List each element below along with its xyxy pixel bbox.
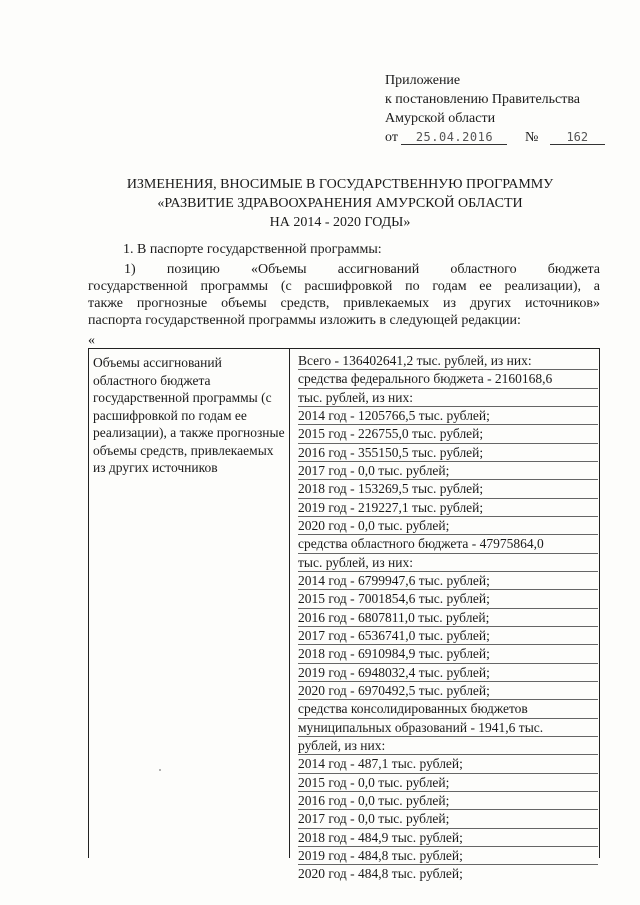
table-column-divider — [289, 349, 290, 858]
funding-line: муниципальных образований - 1941,6 тыс. — [298, 719, 598, 737]
resolution-number: 162 — [550, 130, 605, 145]
annex-block — [385, 71, 605, 147]
funding-line: 2018 год - 6910984,9 тыс. рублей; — [298, 645, 598, 663]
funding-line: 2017 год - 0,0 тыс. рублей; — [298, 810, 598, 828]
funding-line: 2018 год - 484,9 тыс. рублей; — [298, 829, 598, 847]
funding-line: 2019 год - 219227,1 тыс. рублей; — [298, 499, 598, 517]
annex-line-2: к постановлению Правительства — [385, 92, 581, 107]
document-title — [90, 175, 590, 232]
funding-line: тыс. рублей, из них: — [298, 554, 598, 572]
from-label: от — [385, 130, 398, 145]
funding-line: 2014 год - 487,1 тыс. рублей; — [298, 755, 598, 773]
item-1: 1. В паспорте государственной программы: — [123, 242, 382, 257]
funding-line: 2020 год - 484,8 тыс. рублей; — [298, 866, 463, 882]
item-1-1-line-4: паспорта государственной программы изложить в следующей редакции: — [88, 313, 521, 328]
funding-line: 2015 год - 7001854,6 тыс. рублей; — [298, 590, 598, 608]
title-line-1: ИЗМЕНЕНИЯ, ВНОСИМЫЕ В ГОСУДАРСТВЕННУЮ ПРОГРАММУ — [126, 177, 554, 192]
funding-line: рублей, из них: — [298, 737, 598, 755]
funding-line: 2019 год - 6948032,4 тыс. рублей; — [298, 664, 598, 682]
annex-line-1: Приложение — [385, 73, 461, 88]
funding-line: 2016 год - 355150,5 тыс. рублей; — [298, 444, 598, 462]
title-line-2: «РАЗВИТИЕ ЗДРАВООХРАНЕНИЯ АМУРСКОЙ ОБЛАСТИ — [157, 196, 523, 211]
table-left-cell: Объемы ассигнований областного бюджета государственной программы (с расшифровкой по годам ее реализации), а также прогнозные объемы средств, привлекаемых из других источников — [93, 355, 285, 475]
funding-line: 2017 год - 0,0 тыс. рублей; — [298, 462, 598, 480]
item-1-1 — [88, 261, 600, 329]
funding-line: 2015 год - 226755,0 тыс. рублей; — [298, 425, 598, 443]
funding-line: 2017 год - 6536741,0 тыс. рублей; — [298, 627, 598, 645]
open-quote: « — [88, 333, 95, 348]
annex-date-line — [385, 128, 605, 147]
funding-line: 2020 год - 0,0 тыс. рублей; — [298, 517, 598, 535]
funding-line: 2020 год - 6970492,5 тыс. рублей; — [298, 682, 598, 700]
funding-line: тыс. рублей, из них: — [298, 389, 598, 407]
funding-line: средства консолидированных бюджетов — [298, 700, 598, 718]
number-label: № — [524, 130, 539, 145]
funding-line: 2019 год - 484,8 тыс. рублей; — [298, 847, 598, 865]
item-1-1-line-2: государственной программы (с расшифровкой по годам ее реализации), а — [88, 279, 600, 294]
table-right-cell — [298, 352, 598, 883]
funding-line: 2015 год - 0,0 тыс. рублей; — [298, 774, 598, 792]
item-1-1-line-3: также прогнозные объемы средств, привлекаемых из других источников» — [88, 296, 600, 311]
resolution-date: 25.04.2016 — [401, 130, 507, 145]
funding-line: 2018 год - 153269,5 тыс. рублей; — [298, 480, 598, 498]
scan-speck — [159, 769, 161, 771]
title-line-3: НА 2014 - 2020 ГОДЫ» — [269, 215, 411, 230]
annex-line-3: Амурской области — [385, 111, 496, 126]
funding-line: 2014 год - 6799947,6 тыс. рублей; — [298, 572, 598, 590]
funding-line: средства федерального бюджета - 2160168,6 — [298, 370, 598, 388]
funding-line: Всего - 136402641,2 тыс. рублей, из них: — [298, 352, 598, 370]
funding-line: средства областного бюджета - 47975864,0 — [298, 535, 598, 553]
funding-line: 2016 год - 6807811,0 тыс. рублей; — [298, 609, 598, 627]
funding-table — [88, 348, 600, 882]
item-1-1-line-1: 1) позицию «Объемы ассигнований областного бюджета — [124, 262, 600, 277]
funding-line: 2014 год - 1205766,5 тыс. рублей; — [298, 407, 598, 425]
funding-line: 2016 год - 0,0 тыс. рублей; — [298, 792, 598, 810]
